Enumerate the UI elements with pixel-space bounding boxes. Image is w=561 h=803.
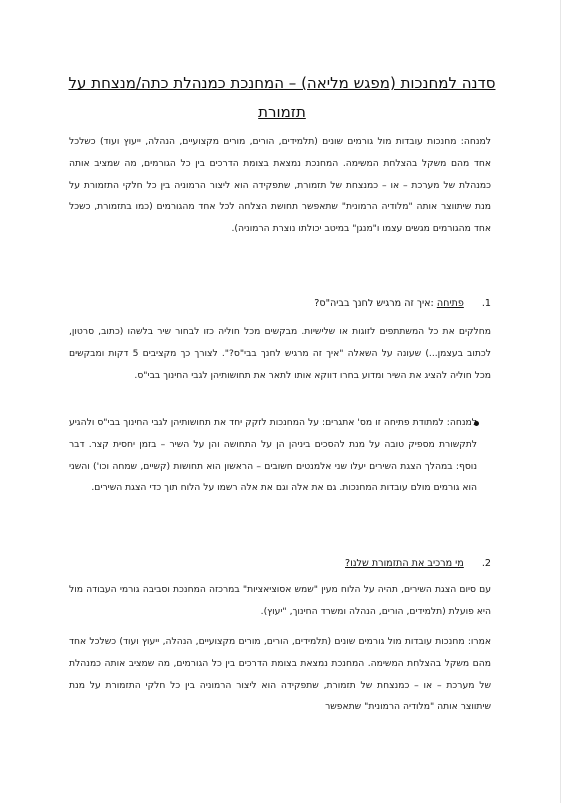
section-1-heading-underlined: פתיחה [436, 298, 464, 309]
section-1-heading [69, 294, 491, 314]
section-2-number: 2. [481, 558, 491, 569]
section-1-heading-rest: :איך זה מרגיש לחנך בביה"ס? [314, 298, 434, 309]
section-1-number: 1. [481, 298, 491, 309]
section-1-bullet: למנחה: למתודת פתיחה זו מס' אתגרים: על המחנכות לזקק יחד את תחושותיהן לגבי החינוך בבי"ס ולהגיע לתקשורת מספיק טובה על מנת להסכים ביניהן הן על התחושה והן על השיר – בזמן יחסית קצר. דבר נוסף: במהלך הצגת השירים יעלו שני אלמנטים חשובים – הראשון הוא תחושות (קשיים, שמחה וכו') והשני הוא גורמים מולם עובדות המחנכות. גם את אלה וגם את אלה רשמו על הלוח תוך כדי הצגת השירים. [69, 417, 477, 494]
intro-paragraph: למנחה: מחנכות עובדות מול גורמים שונים (תלמידים, הורים, מורים מקצועיים, הנהלה, ייעוץ ועוד) כשלכל אחד מהם משקל בהצלחת המשימה. המחנכת נמצאת בצומת הדרכים בין כל הגורמים, מה שמציב אותה כמנהלת של מערכת – או – כמנצחת של תזמורת, שתפקידה הוא ליצור הרמוניה בין כל חלקי התזמורת על מנת שיתווצר אותה "מלודיה הרמונית" שתאפשר תחושת הצלחה לכל אחד מהגורמים (כמו בתזמורת, כשכל אחד מהגורמים מגשים עצמו ו"מנגן" במיטב יכולתו נוצרת הרמוניה). [69, 136, 491, 235]
section-2-paragraph: עם סיום הצגת השירים, תהיה על הלוח מעין "שמש אסוציאציות" במרכזה המחנכת וסביבה גורמי העבודה מול היא פועלת (תלמידים, הורים, הנהלה ומשרד החינוך, "יעוץ). [69, 584, 491, 617]
section-2-heading-underlined: מי מרכיב את התזמורת שלנו? [345, 558, 464, 569]
section-2-heading [69, 554, 491, 574]
section-2-paragraph-2: אמרו: מחנכות עובדות מול גורמים שונים (תלמידים, הורים, מורים מקצועיים, הנהלה, ייעוץ ועוד) כשלכל אחד מהם משקל בהצלחת המשימה. המחנכת נמצאת בצומת הדרכים בין כל הגורמים, מה שמציב אותה כמנהלת של מערכת – או – כמנצחת של תזמורת, שתפקידה הוא ליצור הרמוניה בין כל חלקי התזמורת על מנת שיתווצר אותה "מלודיה הרמונית" שתאפשר [69, 636, 491, 713]
document-title: סדנה למחנכות (מפגש מליאה) – המחנכת כמנהלת כתה/מנצחת על תזמורת [68, 74, 496, 121]
section-1-paragraph: מחלקים את כל המשתתפים לזוגות או שלישיות. מבקשים מכל חוליה כזו לבחור שיר בלשהו (כתוב, סרטון, לכתוב בעצמן...) שעונה על השאלה "איך זה מרגיש לחנך בבי"ס?". לצורך כך מקציבים 5 דקות ומבקשים מכל חוליה להציג את השיר ומדוע בחרו דווקא אותו לתאר את תחושותיהן לגבי החינוך בבי"ס. [69, 326, 491, 381]
